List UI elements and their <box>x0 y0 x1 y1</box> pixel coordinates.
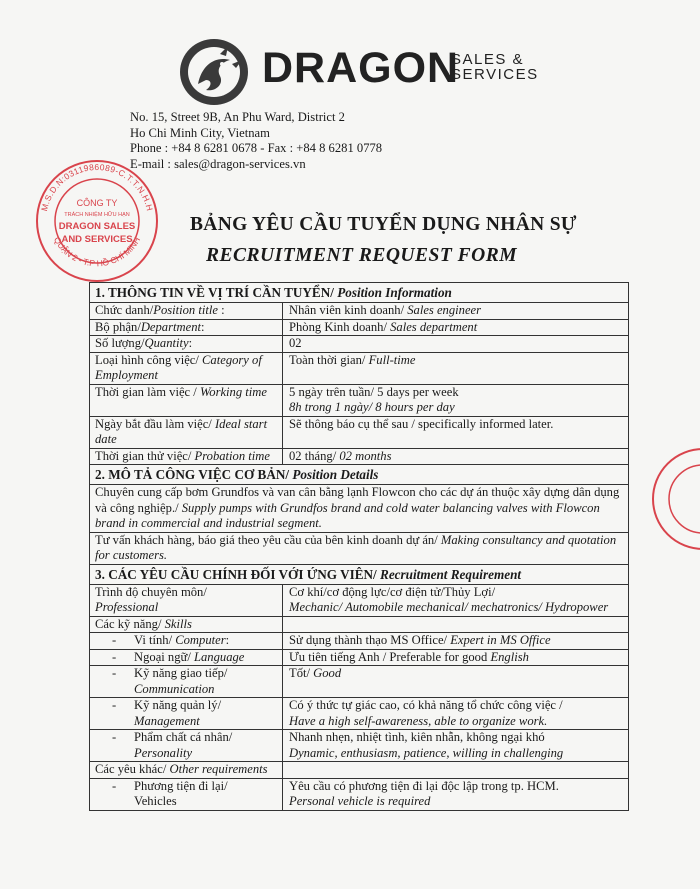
form-title-english: RECRUITMENT REQUEST FORM <box>206 245 518 266</box>
svg-text:QUẬN 2 - T.P HỒ CHÍ MINH: QUẬN 2 - T.P HỒ CHÍ MINH <box>51 235 143 269</box>
row-skill-language: - Ngoại ngữ/ Language Ưu tiên tiếng Anh / Preferable for good English <box>90 650 628 667</box>
form-title-vietnamese: BẢNG YÊU CẦU TUYỂN DỤNG NHÂN SỰ <box>190 214 577 235</box>
row-position-title: Chức danh/Position title : Nhân viên kinh doanh/ Sales engineer <box>90 303 628 320</box>
row-probation-time: Thời gian thử việc/ Probation time 02 tháng/ 02 months <box>90 449 628 466</box>
section-position-details: 2. MÔ TẢ CÔNG VIỆC CƠ BẢN/ Position Details <box>90 465 628 485</box>
details-paragraph-supply: Chuyên cung cấp bơm Grundfos và van cân bằng lạnh Flowcon cho các dự án thuộc xây dựng dân dụng và công nghiệp./ Supply pumps with Grundfos brand and cold water balancing valves with Flowcon brand in commercial and industrial segment. <box>90 485 628 533</box>
row-category-of-employment: Loại hình công việc/ Category of Employment Toàn thời gian/ Full-time <box>90 353 628 385</box>
row-skills: Các kỹ năng/ Skills <box>90 617 628 634</box>
svg-text:CÔNG TY: CÔNG TY <box>76 198 118 208</box>
recruitment-form-table <box>89 282 629 811</box>
dragon-logo-icon <box>176 34 252 108</box>
row-quantity: Số lượng/Quantity: 02 <box>90 336 628 353</box>
section-recruitment-requirement: 3. CÁC YÊU CẦU CHÍNH ĐỐI VỚI ỨNG VIÊN/ Recruitment Requirement <box>90 565 628 585</box>
row-working-time: Thời gian làm việc / Working time 5 ngày trên tuần/ 5 days per week 8h trong 1 ngày/ 8 hours per day <box>90 385 628 417</box>
row-skill-management: - Kỹ năng quản lý/ Management Có ý thức tự giác cao, có khả năng tổ chức công việc / Have a high self-awareness, able to organize work. <box>90 698 628 730</box>
company-seal-stamp <box>32 156 162 286</box>
svg-text:TRÁCH NHIỆM HỮU HẠN: TRÁCH NHIỆM HỮU HẠN <box>64 212 130 218</box>
row-ideal-start-date: Ngày bắt đầu làm việc/ Ideal start date Sẽ thông báo cụ thể sau / specifically informed later. <box>90 417 628 449</box>
row-department: Bộ phận/Department: Phòng Kinh doanh/ Sales department <box>90 320 628 337</box>
letterhead <box>0 0 700 171</box>
row-skill-communication: - Kỹ năng giao tiếp/ Communication Tốt/ Good <box>90 666 628 698</box>
row-skill-personality: - Phẩm chất cá nhân/ Personality Nhanh nhẹn, nhiệt tình, kiên nhẫn, không ngại khó Dynamic, enthusiasm, patience, willing in challenging <box>90 730 628 762</box>
brand-subtitle: SALES & SERVICES <box>451 51 539 83</box>
company-seal-stamp-partial <box>648 444 700 554</box>
svg-text:DRAGON SALES: DRAGON SALES <box>58 221 136 232</box>
section-position-information: 1. THÔNG TIN VỀ VỊ TRÍ CẦN TUYỂN/ Position Information <box>90 283 628 303</box>
svg-text:M.S.D.N:0311986089-C.T.T.N.H.H: M.S.D.N:0311986089-C.T.T.N.H.H <box>38 161 155 213</box>
brand-name: DRAGON <box>262 44 460 92</box>
row-vehicles: - Phương tiện đi lại/ Vehicles Yêu cầu có phương tiện đi lại độc lập trong tp. HCM. Personal vehicle is required <box>90 779 628 810</box>
row-other-requirements: Các yêu khác/ Other requirements <box>90 762 628 779</box>
svg-text:AND SERVICES: AND SERVICES <box>61 234 133 245</box>
company-address: No. 15, Street 9B, An Phu Ward, District 2 Ho Chi Minh City, Vietnam Phone : +84 8 6281 0678 - Fax : +84 8 6281 0778 E-mail : sales@dragon-services.vn <box>130 110 383 171</box>
row-professional: Trình độ chuyên môn/ Professional Cơ khí/cơ động lực/cơ điện tử/Thủy Lợi/ Mechanic/ Automobile mechanical/ mechatronics/ Hydropower <box>90 585 628 617</box>
details-paragraph-consultancy: Tư vấn khách hàng, báo giá theo yêu cầu của bên kinh doanh dự án/ Making consultancy and quotation for customers. <box>90 533 628 565</box>
row-skill-computer: - Vi tính/ Computer: Sử dụng thành thạo MS Office/ Expert in MS Office <box>90 633 628 650</box>
